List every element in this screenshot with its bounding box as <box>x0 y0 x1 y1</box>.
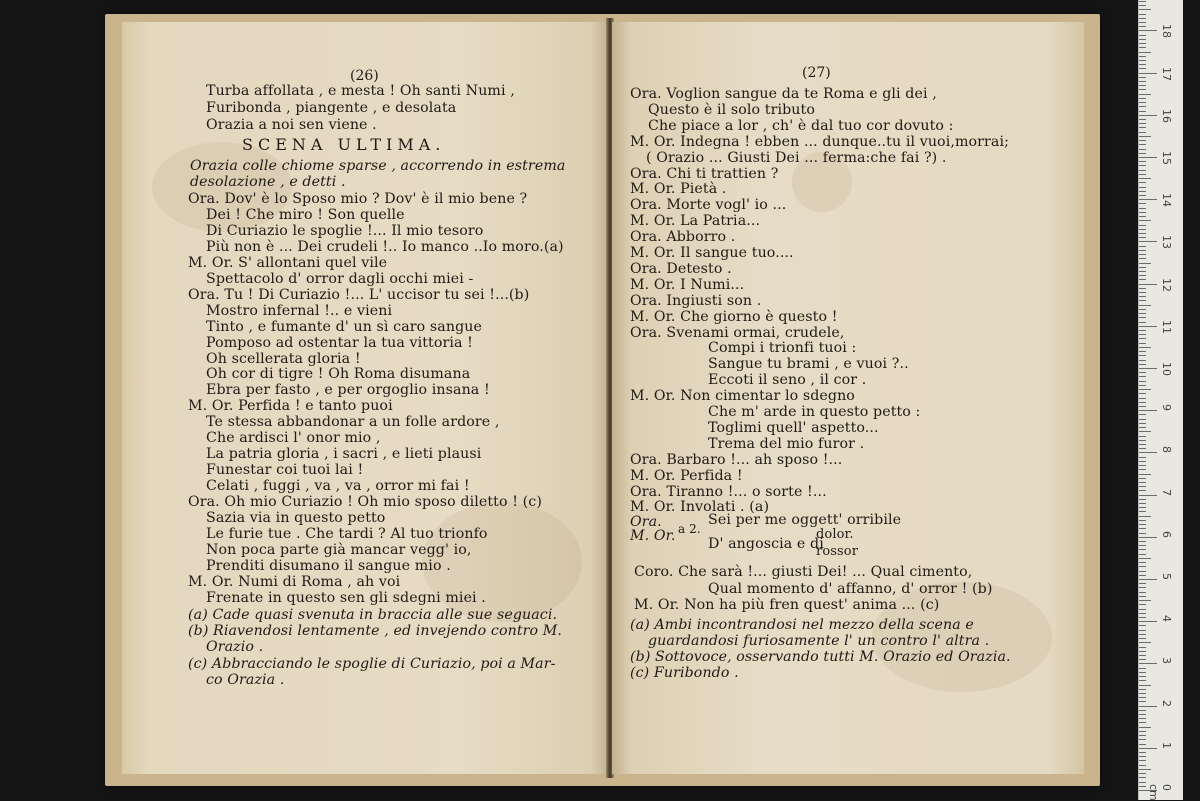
ruler-tick <box>1139 571 1146 572</box>
ruler-tick <box>1139 735 1146 736</box>
ruler-tick <box>1139 655 1146 656</box>
text-line: Orazia a noi sen viene . <box>206 117 377 133</box>
ruler-number: 7 <box>1160 488 1173 496</box>
footnote: (c) Furibondo . <box>630 665 739 681</box>
text-line: Più non è ... Dei crudeli !.. Io manco ..Io moro.(a) <box>206 238 564 255</box>
text-line: Ora. Svenami ormai, crudele, <box>630 324 845 341</box>
ruler-tick <box>1139 317 1146 318</box>
text-line: Celati , fuggi , va , va , orror mi fai ! <box>206 478 470 495</box>
ruler-tick <box>1139 5 1146 6</box>
ruler-tick <box>1139 718 1146 719</box>
ruler-tick <box>1139 275 1146 276</box>
ruler-tick <box>1139 376 1146 377</box>
ruler-tick <box>1139 343 1146 344</box>
ruler-tick <box>1139 410 1157 411</box>
speaker-label: Ora. <box>630 514 662 530</box>
ruler-tick <box>1139 583 1146 584</box>
ruler-tick <box>1139 322 1146 323</box>
ruler-tick <box>1139 663 1157 664</box>
text-line: M. Or. Pietà . <box>630 181 727 198</box>
ruler-tick <box>1139 541 1146 542</box>
text-line: M. Or. Non ha più fren quest' anima ... (c) <box>634 597 940 613</box>
text-line: M. Or. Perfida ! e tanto puoi <box>188 398 393 415</box>
text-line: Ebra per fasto , e per orgoglio insana ! <box>206 382 490 399</box>
ruler-tick <box>1139 389 1151 390</box>
text-line: Furibonda , piangente , e desolata <box>206 100 457 116</box>
ruler-tick <box>1139 587 1146 588</box>
ruler-tick <box>1139 161 1146 162</box>
ruler-tick <box>1139 77 1146 78</box>
text-line: M. Or. Non cimentar lo sdegno <box>630 388 855 405</box>
ruler-tick <box>1139 216 1146 217</box>
ruler-number: 17 <box>1160 66 1173 81</box>
ruler-tick <box>1139 647 1146 648</box>
ruler-tick <box>1139 765 1146 766</box>
ruler-tick <box>1139 638 1146 639</box>
ruler-number: 2 <box>1160 699 1173 707</box>
ruler-tick <box>1139 123 1146 124</box>
ruler-tick <box>1139 613 1146 614</box>
ruler-tick <box>1139 64 1146 65</box>
ruler-tick <box>1139 157 1157 158</box>
ruler-tick <box>1139 427 1146 428</box>
ruler-tick <box>1139 212 1146 213</box>
text-line: Funestar coi tuoi lai ! <box>206 462 364 479</box>
text-line: M. Or. Il sangue tuo.... <box>630 245 794 261</box>
ruler-tick <box>1139 267 1146 268</box>
ruler-tick <box>1139 739 1146 740</box>
ruler-tick <box>1139 35 1146 36</box>
ruler-tick <box>1139 448 1146 449</box>
ruler-tick <box>1139 680 1146 681</box>
ruler-tick <box>1139 511 1146 512</box>
ruler-tick <box>1139 288 1146 289</box>
ruler-tick <box>1139 208 1146 209</box>
footnote: Orazio . <box>206 639 264 655</box>
ruler-tick <box>1139 642 1151 643</box>
ruler-tick <box>1139 398 1146 399</box>
stage-direction: desolazione , e detti . <box>190 174 346 190</box>
text-line: Ora. Dov' è lo Sposo mio ? Dov' è il mio bene ? <box>188 191 528 207</box>
ruler-tick <box>1139 769 1151 770</box>
ruler-tick <box>1139 625 1146 626</box>
text-line: Di Curiazio le spoglie !... Il mio tesoro <box>206 222 484 239</box>
ruler-tick <box>1139 697 1146 698</box>
ruler-number: 6 <box>1160 530 1173 538</box>
ruler-tick <box>1139 271 1146 272</box>
text-line: ( Orazio ... Giusti Dei ... ferma:che fai ?) . <box>646 149 947 166</box>
ruler-tick <box>1139 436 1146 437</box>
measuring-ruler <box>1138 0 1183 800</box>
ruler-tick <box>1139 89 1146 90</box>
text-line: Non poca parte già mancar vegg' io, <box>206 541 472 558</box>
text-line: D' angoscia e di <box>708 536 824 552</box>
ruler-tick <box>1139 174 1146 175</box>
ruler-tick <box>1139 338 1146 339</box>
ruler-tick <box>1139 351 1146 352</box>
text-line: Sangue tu brami , e vuoi ?.. <box>708 356 909 373</box>
text-line: Tinto , e fumante d' un sì caro sangue <box>206 318 482 335</box>
text-line: Che ardisci l' onor mio , <box>206 430 381 447</box>
ruler-tick <box>1139 452 1157 453</box>
ruler-tick <box>1139 263 1151 264</box>
ruler-tick <box>1139 444 1146 445</box>
ruler-tick <box>1139 187 1146 188</box>
ruler-tick <box>1139 685 1151 686</box>
ruler-tick <box>1139 355 1146 356</box>
text-line: Trema del mio furor . <box>708 435 865 452</box>
ruler-tick <box>1139 296 1146 297</box>
ruler-number: 16 <box>1160 108 1173 123</box>
ruler-tick <box>1139 727 1151 728</box>
ruler-tick <box>1139 326 1157 327</box>
ruler-tick <box>1139 478 1146 479</box>
text-line: Le furie tue . Che tardi ? Al tuo trionfo <box>206 525 488 542</box>
text-line: M. Or. Indegna ! ebben ... dunque..tu il vuoi,morrai; <box>630 133 1009 150</box>
text-line: Sazia via in questo petto <box>206 510 386 526</box>
ruler-tick <box>1139 596 1146 597</box>
ruler-tick <box>1139 722 1146 723</box>
ruler-number: 8 <box>1160 446 1173 454</box>
ruler-number: 13 <box>1160 235 1173 250</box>
ruler-tick <box>1139 60 1146 61</box>
ruler-tick <box>1139 14 1146 15</box>
text-line: M. Or. S' allontani quel vile <box>188 254 388 271</box>
text-line: Mostro infernal !.. e vieni <box>206 302 393 319</box>
ruler-tick <box>1139 756 1146 757</box>
ruler-tick <box>1139 372 1146 373</box>
ruler-tick <box>1139 419 1146 420</box>
ruler-tick <box>1139 710 1146 711</box>
left-page <box>122 22 610 774</box>
ruler-tick <box>1139 693 1146 694</box>
ruler-tick <box>1139 43 1146 44</box>
speaker-label: M. Or. <box>630 528 676 544</box>
ruler-number: 9 <box>1160 404 1173 412</box>
ruler-tick <box>1139 689 1146 690</box>
footnote: (b) Riavendosi lentamente , ed invejendo contro M. <box>188 623 563 639</box>
ruler-tick <box>1139 18 1146 19</box>
ruler-tick <box>1139 600 1151 601</box>
text-line: Dei ! Che miro ! Son quelle <box>206 206 405 223</box>
text-line: Toglimi quell' aspetto... <box>708 419 879 436</box>
ruler-tick <box>1139 676 1146 677</box>
text-line: dolor. <box>816 527 854 542</box>
ruler-tick <box>1139 178 1151 179</box>
ruler-tick <box>1139 402 1146 403</box>
page-number: (26) <box>350 68 379 84</box>
ruler-number: 11 <box>1160 319 1173 334</box>
ruler-tick <box>1139 170 1146 171</box>
page-number: (27) <box>802 65 831 81</box>
text-line: Che m' arde in questo petto : <box>708 404 921 420</box>
ruler-number: 18 <box>1160 24 1173 39</box>
ruler-tick <box>1139 94 1151 95</box>
text-line: Coro. Che sarà !... giusti Dei! ... Qual cimento, <box>634 564 973 580</box>
ruler-tick <box>1139 714 1146 715</box>
ruler-tick <box>1139 106 1146 107</box>
text-line: Ora. Chi ti trattien ? <box>630 165 779 182</box>
ruler-tick <box>1139 360 1146 361</box>
ruler-tick <box>1139 385 1146 386</box>
ruler-tick <box>1139 748 1157 749</box>
ruler-number: 14 <box>1160 193 1173 208</box>
ruler-tick <box>1139 465 1146 466</box>
ruler-tick <box>1139 516 1151 517</box>
text-line: Prenditi disumano il sangue mio . <box>206 557 451 574</box>
ruler-tick <box>1139 773 1146 774</box>
text-line: M. Or. I Numi... <box>630 276 745 293</box>
text-line: Compi i trionfi tuoi : <box>708 340 857 357</box>
ruler-tick <box>1139 672 1146 673</box>
ruler-tick <box>1139 52 1151 53</box>
ruler-tick <box>1139 22 1146 23</box>
ruler-tick <box>1139 30 1157 31</box>
ruler-tick <box>1139 630 1146 631</box>
ruler-number: 12 <box>1160 277 1173 292</box>
ruler-tick <box>1139 102 1146 103</box>
text-line: Sei per me oggett' orribile <box>708 512 902 528</box>
ruler-tick <box>1139 490 1146 491</box>
ruler-tick <box>1139 132 1146 133</box>
ruler-tick <box>1139 528 1146 529</box>
ruler-tick <box>1139 457 1146 458</box>
ruler-tick <box>1139 651 1146 652</box>
ruler-tick <box>1139 220 1151 221</box>
ruler-number: 3 <box>1160 657 1173 665</box>
ruler-tick <box>1139 292 1146 293</box>
ruler-tick <box>1139 668 1146 669</box>
ruler-tick <box>1139 744 1146 745</box>
text-line: Questo è il solo tributo <box>648 101 815 118</box>
right-page <box>612 22 1084 774</box>
ruler-number: 1 <box>1160 741 1173 749</box>
ruler-tick <box>1139 56 1146 57</box>
ruler-tick <box>1139 246 1146 247</box>
ruler-tick <box>1139 617 1146 618</box>
ruler-tick <box>1139 199 1157 200</box>
ruler-tick <box>1139 237 1146 238</box>
ruler-tick <box>1139 85 1146 86</box>
ruler-number: 5 <box>1160 573 1173 580</box>
text-line: M. Or. Perfida ! <box>630 467 743 484</box>
ruler-tick <box>1139 562 1146 563</box>
ruler-tick <box>1139 115 1157 116</box>
ruler-tick <box>1139 309 1146 310</box>
ruler-tick <box>1139 549 1146 550</box>
ruler-tick <box>1139 486 1146 487</box>
ruler-tick <box>1139 330 1146 331</box>
ruler-tick <box>1139 368 1157 369</box>
ruler-tick <box>1139 47 1146 48</box>
text-line: M. Or. Involati . (a) <box>630 499 770 516</box>
ruler-tick <box>1139 731 1146 732</box>
ruler-tick <box>1139 440 1146 441</box>
ruler-tick <box>1139 545 1146 546</box>
text-line: Eccoti il seno , il cor . <box>708 372 867 389</box>
ruler-tick <box>1139 68 1146 69</box>
ruler-tick <box>1139 284 1157 285</box>
ruler-tick <box>1139 364 1146 365</box>
text-line: Ora. Barbaro !... ah sposo !... <box>630 451 843 468</box>
ruler-tick <box>1139 313 1146 314</box>
ruler-tick <box>1139 474 1151 475</box>
ruler-tick <box>1139 119 1146 120</box>
scene-title: SCENA ULTIMA. <box>242 135 446 154</box>
ruler-tick <box>1139 195 1146 196</box>
ruler-tick <box>1139 554 1146 555</box>
ruler-tick <box>1139 558 1151 559</box>
footnote: guardandosi furiosamente l' un contro l' altra . <box>648 633 990 649</box>
text-line: Ora. Morte vogl' io ... <box>630 197 787 214</box>
ruler-tick <box>1139 191 1146 192</box>
ruler-tick <box>1139 575 1146 576</box>
ruler-tick <box>1139 393 1146 394</box>
ruler-tick <box>1139 127 1146 128</box>
ruler-tick <box>1139 524 1146 525</box>
text-line: Ora. Abborro . <box>630 229 736 246</box>
ruler-tick <box>1139 604 1146 605</box>
ruler-tick <box>1139 406 1146 407</box>
ruler-tick <box>1139 634 1146 635</box>
text-line: Oh cor di tigre ! Oh Roma disumana <box>206 366 471 383</box>
ruler-tick <box>1139 279 1146 280</box>
ruler-tick <box>1139 461 1146 462</box>
text-line: Pomposo ad ostentar la tua vittoria ! <box>206 334 473 351</box>
ruler-tick <box>1139 507 1146 508</box>
ruler-tick <box>1139 9 1151 10</box>
ruler-tick <box>1139 621 1157 622</box>
text-line: Qual momento d' affanno, d' orror ! (b) <box>708 580 993 597</box>
ruler-tick <box>1139 305 1151 306</box>
ruler-tick <box>1139 482 1146 483</box>
ruler-tick <box>1139 499 1146 500</box>
ruler-tick <box>1139 254 1146 255</box>
text-line: rossor <box>816 544 859 559</box>
ruler-tick <box>1139 537 1157 538</box>
ruler-number: 4 <box>1160 615 1173 623</box>
ruler-tick <box>1139 414 1146 415</box>
ruler-tick <box>1139 469 1146 470</box>
ruler-number: 0 cm <box>1147 784 1173 801</box>
ruler-tick <box>1139 1 1146 2</box>
ruler-tick <box>1139 165 1146 166</box>
text-line: Ora. Ingiusti son . <box>630 292 762 309</box>
ruler-tick <box>1139 782 1146 783</box>
ruler-tick <box>1139 140 1146 141</box>
footnote: (a) Ambi incontrandosi nel mezzo della scena e <box>630 617 974 633</box>
ruler-tick <box>1139 533 1146 534</box>
ruler-tick <box>1139 26 1146 27</box>
ruler-tick <box>1139 786 1146 787</box>
ruler-tick <box>1139 347 1151 348</box>
ruler-tick <box>1139 503 1146 504</box>
ruler-tick <box>1139 39 1146 40</box>
text-line: Frenate in questo sen gli sdegni miei . <box>206 589 486 606</box>
ruler-tick <box>1139 520 1146 521</box>
ruler-tick <box>1139 334 1146 335</box>
stage-direction: Orazia colle chiome sparse , accorrendo in estrema <box>190 158 566 174</box>
ruler-tick <box>1139 233 1146 234</box>
ruler-tick <box>1139 609 1146 610</box>
ruler-tick <box>1139 81 1146 82</box>
ruler-tick <box>1139 659 1146 660</box>
ruler-tick <box>1139 111 1146 112</box>
text-line: M. Or. La Patria... <box>630 213 761 230</box>
ruler-tick <box>1139 73 1157 74</box>
ruler-tick <box>1139 203 1146 204</box>
ruler-tick <box>1139 149 1146 150</box>
ruler-tick <box>1139 98 1146 99</box>
ruler-tick <box>1139 250 1146 251</box>
ruler-tick <box>1139 752 1146 753</box>
ruler-tick <box>1139 592 1146 593</box>
text-line: Te stessa abbandonar a un folle ardore , <box>206 414 500 431</box>
ruler-tick <box>1139 225 1146 226</box>
ruler-tick <box>1139 136 1151 137</box>
footnote: co Orazia . <box>206 672 285 688</box>
ruler-number: 10 <box>1160 362 1173 376</box>
footnote: (a) Cade quasi svenuta in braccia alle sue seguaci. <box>188 607 558 623</box>
ruler-tick <box>1139 258 1146 259</box>
ruler-tick <box>1139 153 1146 154</box>
text-line: Ora. Tu ! Di Curiazio !... L' uccisor tu sei !...(b) <box>188 286 530 303</box>
text-line: Ora. Detesto . <box>630 260 732 277</box>
text-line: Ora. Voglion sangue da te Roma e gli dei , <box>630 86 937 102</box>
text-line: La patria gloria , i sacri , e lieti plausi <box>206 446 482 463</box>
footnote: (c) Abbracciando le spoglie di Curiazio, poi a Mar- <box>188 656 556 672</box>
text-line: Che piace a lor , ch' è dal tuo cor dovuto : <box>648 117 954 134</box>
ruler-tick <box>1139 777 1146 778</box>
ruler-tick <box>1139 144 1146 145</box>
ruler-tick <box>1139 229 1146 230</box>
ruler-tick <box>1139 381 1146 382</box>
ruler-tick <box>1139 431 1151 432</box>
ruler-tick <box>1139 701 1146 702</box>
text-line: M. Or. Che giorno è questo ! <box>630 308 838 325</box>
ruler-tick <box>1139 706 1157 707</box>
ruler-tick <box>1139 241 1157 242</box>
text-line: Oh scellerata gloria ! <box>206 350 361 367</box>
ruler-tick <box>1139 182 1146 183</box>
text-line: Ora. Tiranno !... o sorte !... <box>630 483 827 500</box>
text-line: Spettacolo d' orror dagli occhi miei - <box>206 270 474 287</box>
ruler-tick <box>1139 495 1157 496</box>
duet-marker: a 2. <box>678 522 701 536</box>
ruler-tick <box>1139 760 1146 761</box>
ruler-tick <box>1139 579 1157 580</box>
ruler-tick <box>1139 300 1146 301</box>
ruler-tick <box>1139 423 1146 424</box>
text-line: Ora. Oh mio Curiazio ! Oh mio sposo diletto ! (c) <box>188 494 542 511</box>
footnote: (b) Sottovoce, osservando tutti M. Orazio ed Orazia. <box>630 649 1011 665</box>
text-line: M. Or. Numi di Roma , ah voi <box>188 573 401 590</box>
ruler-number: 15 <box>1160 151 1173 165</box>
text-line: Turba affollata , e mesta ! Oh santi Numi , <box>206 83 515 99</box>
ruler-tick <box>1139 566 1146 567</box>
